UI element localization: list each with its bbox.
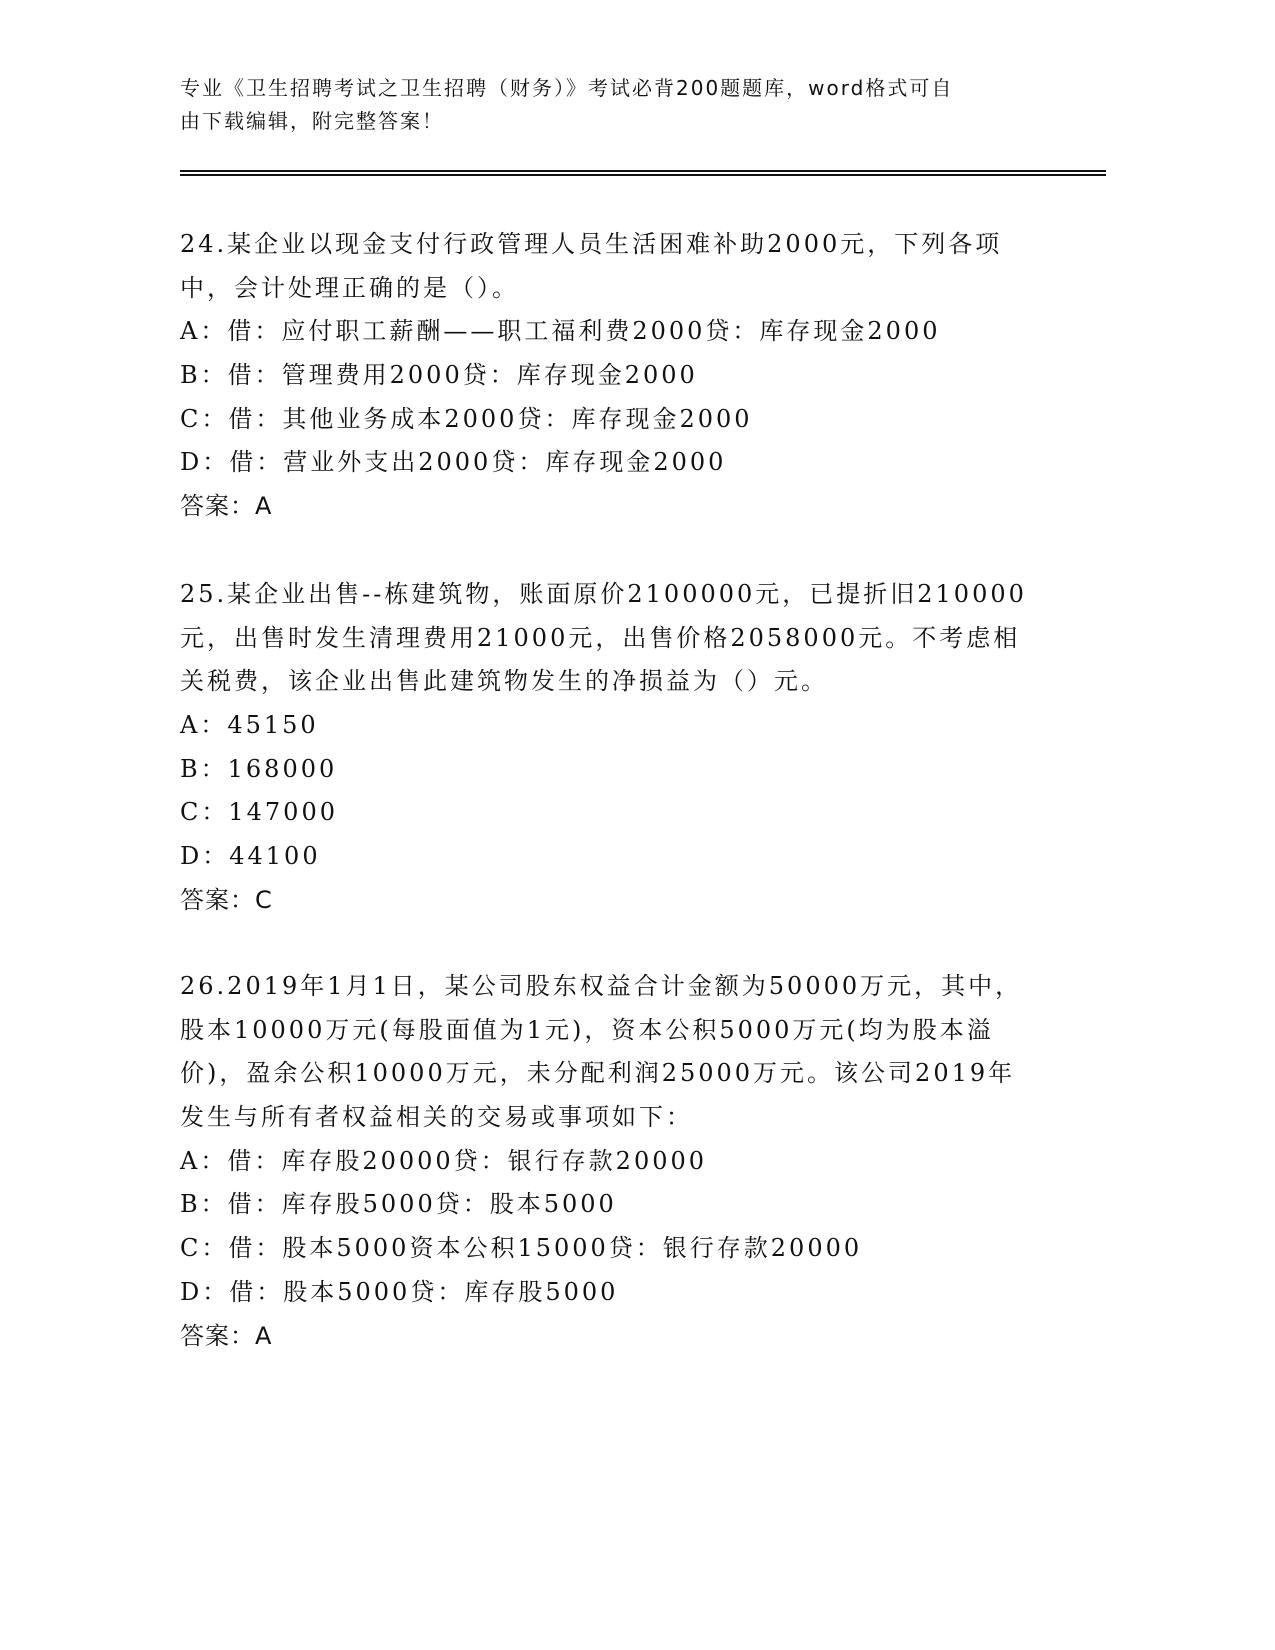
option: D：借：股本5000贷：库存股5000 [180,1277,619,1306]
header-divider-top [180,170,1106,172]
option: D：借：营业外支出2000贷：库存现金2000 [180,448,727,477]
header-line-1: 专业《卫生招聘考试之卫生招聘（财务）》考试必背200题题库，word格式可自 [180,76,954,100]
question-1 [180,223,1030,529]
question-stem-line: 中，会计处理正确的是（）。 [180,273,519,302]
document-header [180,72,1030,138]
header-divider-bottom [180,174,1106,176]
question-3 [180,965,1030,1358]
option: B：借：管理费用2000贷：库存现金2000 [180,361,698,390]
question-2 [180,573,1030,923]
option: B：168000 [180,754,338,783]
question-stem-line: 26.2019年1月1日，某公司股东权益合计金额为50000万元，其中， [180,972,1023,1000]
option: C：147000 [180,798,338,827]
option: C：借：股本5000资本公积15000贷：银行存款20000 [180,1234,863,1263]
option: A：借：应付职工薪酬——职工福利费2000贷：库存现金2000 [180,317,941,346]
question-stem-line: 价)，盈余公积10000万元，未分配利润25000万元。该公司2019年 [180,1059,1016,1088]
question-stem-line: 股本10000万元(每股面值为1元)，资本公积5000万元(均为股本溢 [180,1015,994,1044]
answer: 答案：A [180,492,273,521]
question-stem-line: 关税费，该企业出售此建筑物发生的净损益为（）元。 [180,667,828,696]
option: D：44100 [180,842,321,871]
question-stem-line: 24.某企业以现金支付行政管理人员生活困难补助2000元，下列各项 [180,230,1003,258]
question-stem-line: 元，出售时发生清理费用21000元，出售价格2058000元。不考虑相 [180,623,1021,652]
header-line-2: 由下载编辑，附完整答案！ [180,109,444,133]
option: C：借：其他业务成本2000贷：库存现金2000 [180,404,753,433]
answer: 答案：A [180,1321,273,1350]
question-stem-line: 25.某企业出售--栋建筑物，账面原价2100000元，已提折旧210000 [180,580,1027,608]
question-stem-line: 发生与所有者权益相关的交易或事项如下： [180,1103,693,1132]
option: A：45150 [180,711,319,740]
option: B：借：库存股5000贷：股本5000 [180,1190,617,1219]
answer: 答案：C [180,885,273,914]
option: A：借：库存股20000贷：银行存款20000 [180,1146,708,1175]
